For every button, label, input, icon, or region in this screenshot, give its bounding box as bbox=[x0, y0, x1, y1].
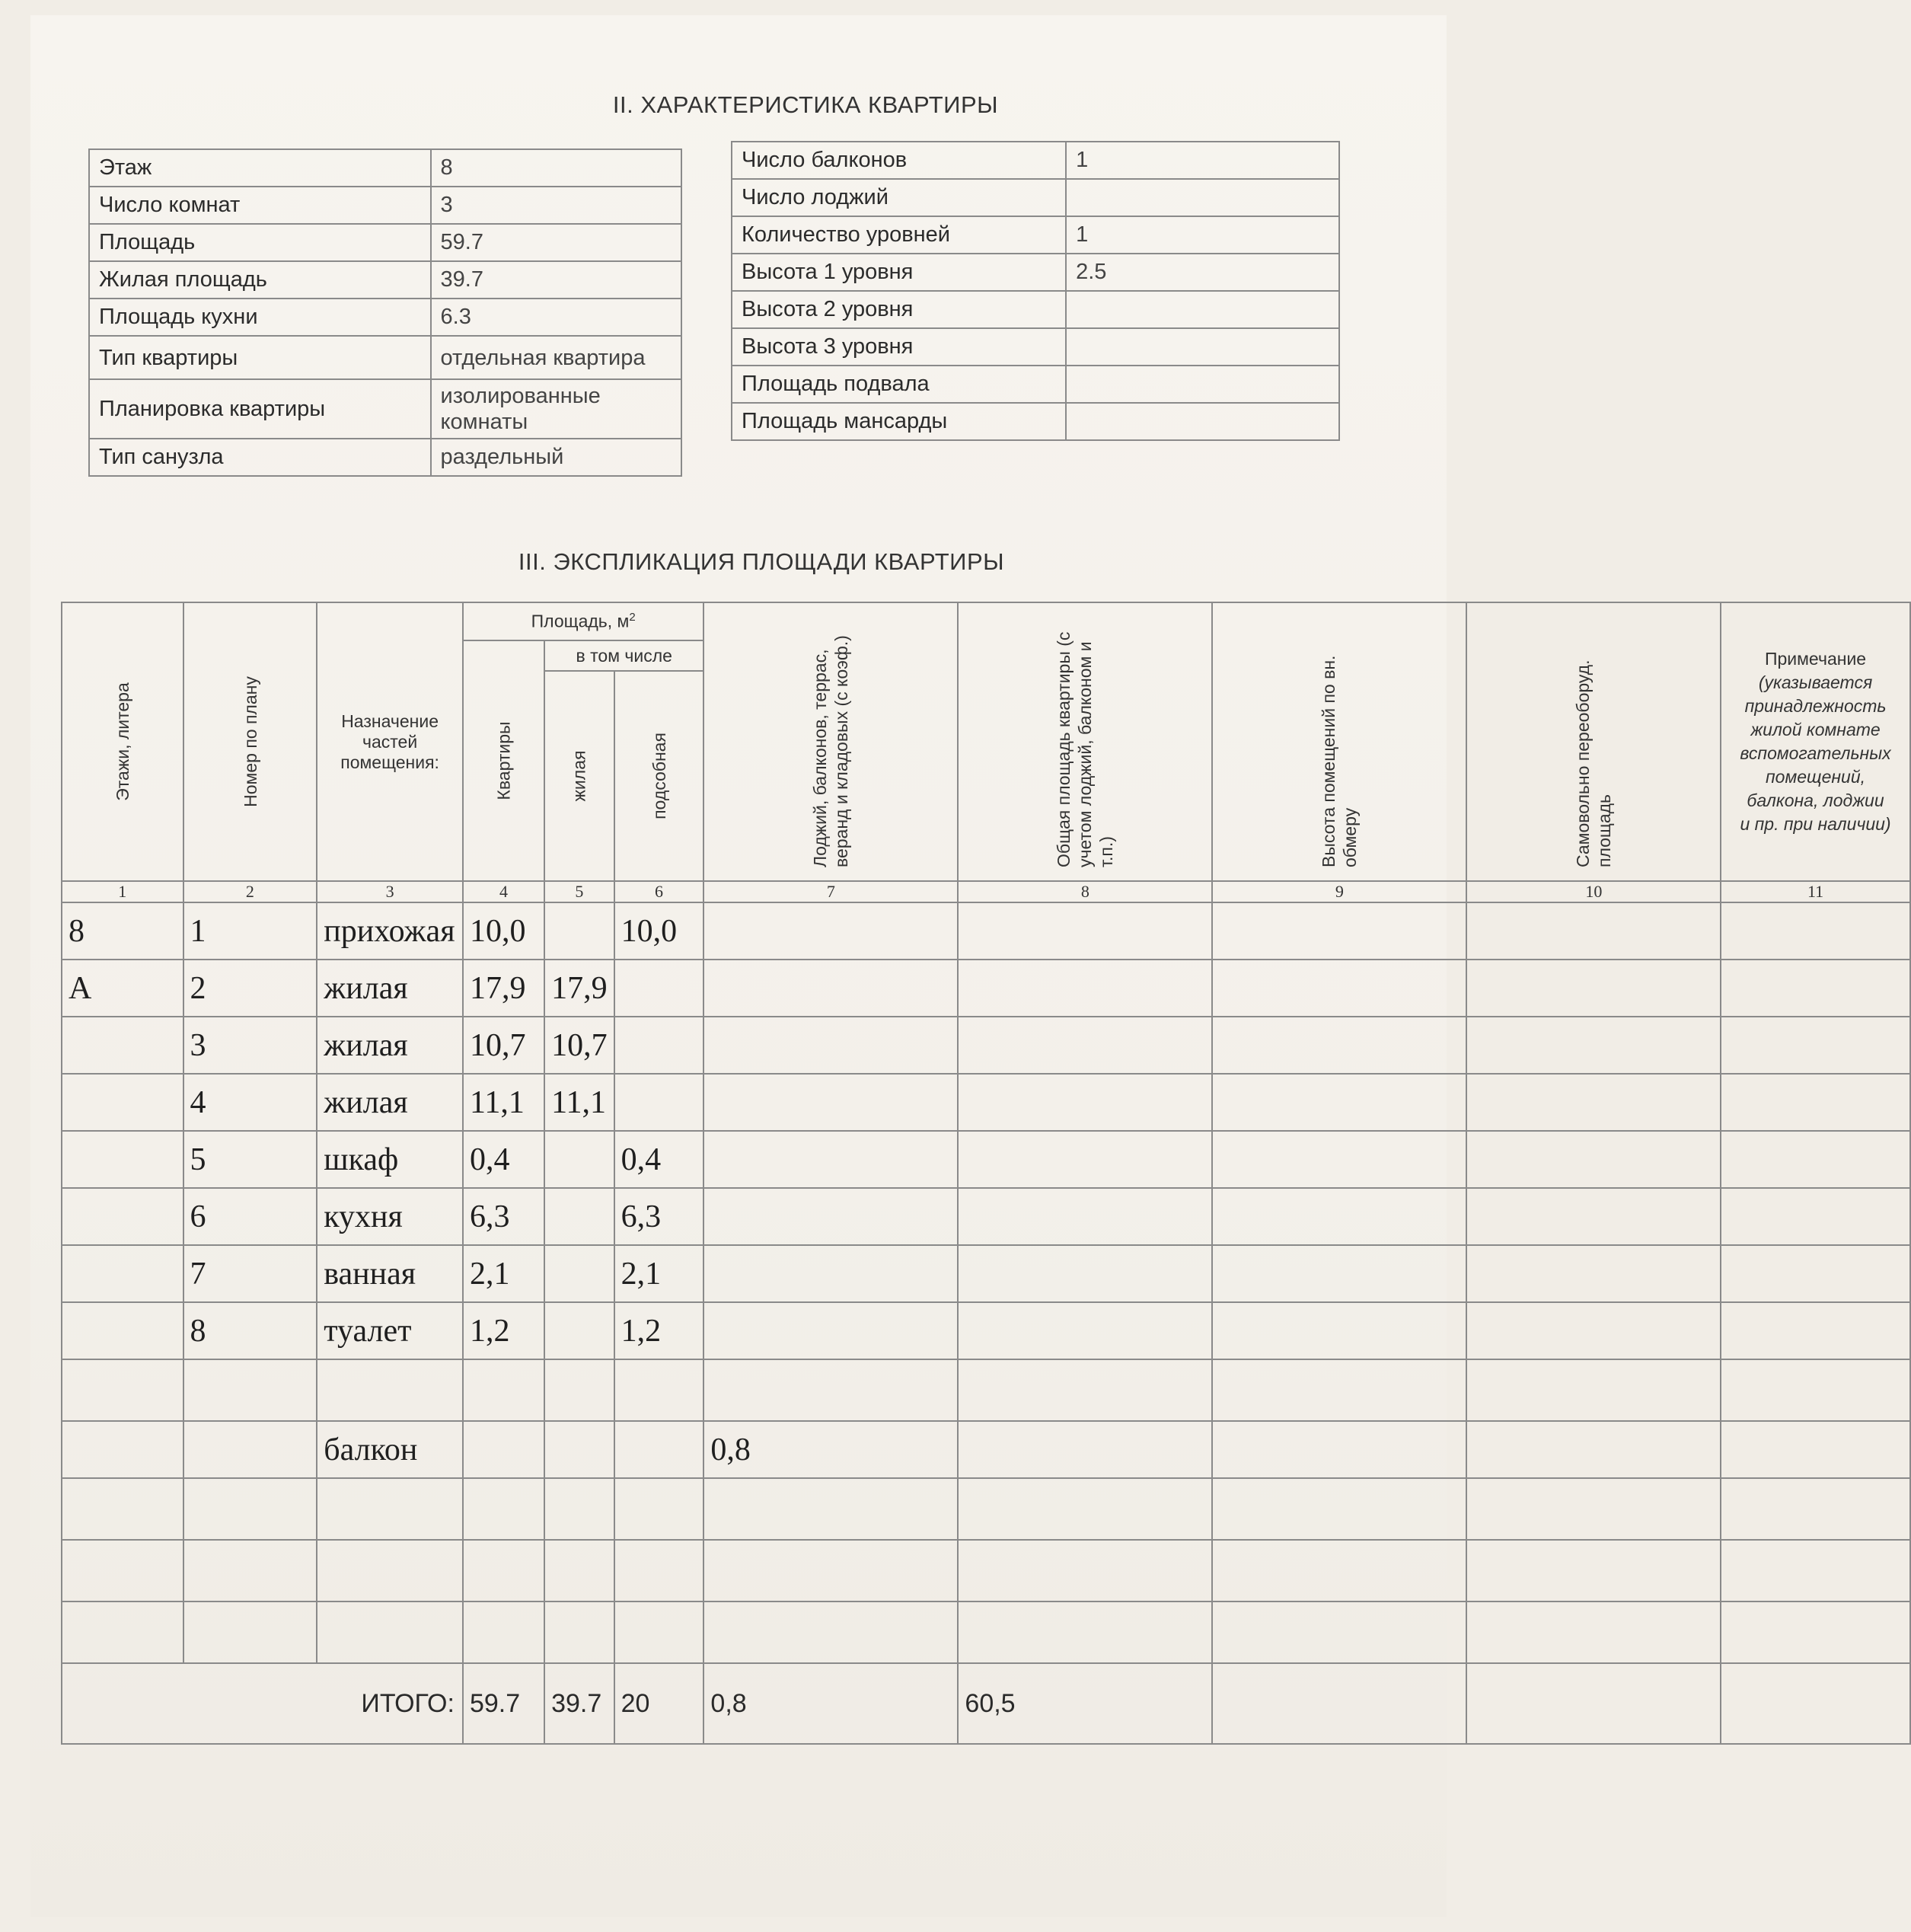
living-area-cell bbox=[544, 1478, 614, 1540]
characteristic-value bbox=[1066, 179, 1339, 216]
section-3-title: III. ЭКСПЛИКАЦИЯ ПЛОЩАДИ КВАРТИРЫ bbox=[518, 548, 1005, 575]
characteristic-row bbox=[89, 379, 681, 439]
living-area-cell bbox=[544, 1421, 614, 1478]
room-name-cell: прихожая bbox=[317, 902, 463, 960]
characteristic-label: Тип квартиры bbox=[89, 336, 431, 379]
floor-cell bbox=[62, 1359, 183, 1421]
characteristic-value: 59.7 bbox=[431, 224, 681, 261]
floor-cell bbox=[62, 1421, 183, 1478]
note-cell bbox=[1721, 1074, 1909, 1131]
note-cell bbox=[1721, 1359, 1909, 1421]
explication-row bbox=[62, 1131, 1910, 1188]
loggia-area-cell bbox=[703, 1017, 958, 1074]
room-name-cell bbox=[317, 1478, 463, 1540]
characteristic-label: Высота 1 уровня bbox=[732, 254, 1066, 291]
column-number: 2 bbox=[183, 881, 317, 902]
living-area-cell bbox=[544, 1601, 614, 1663]
header-height: Высота помещений по вн. обмеру bbox=[1212, 602, 1466, 881]
column-number: 9 bbox=[1212, 881, 1466, 902]
auxiliary-area-cell: 0,4 bbox=[614, 1131, 704, 1188]
note-cell bbox=[1721, 1302, 1909, 1359]
apartment-area-cell: 2,1 bbox=[463, 1245, 544, 1302]
column-number: 8 bbox=[958, 881, 1212, 902]
explication-row bbox=[62, 1074, 1910, 1131]
characteristic-row bbox=[89, 299, 681, 336]
totals-label: ИТОГО: bbox=[62, 1663, 463, 1744]
loggia-area-cell bbox=[703, 960, 958, 1017]
living-area-cell bbox=[544, 902, 614, 960]
characteristics-right-table bbox=[731, 141, 1340, 441]
explication-row bbox=[62, 1017, 1910, 1074]
floor-cell bbox=[62, 1245, 183, 1302]
loggia-area-cell bbox=[703, 1359, 958, 1421]
characteristic-row bbox=[732, 179, 1339, 216]
column-number: 6 bbox=[614, 881, 704, 902]
header-auxiliary: подсобная bbox=[614, 671, 704, 881]
header-including: в том числе bbox=[544, 640, 703, 671]
plan-number-cell: 5 bbox=[183, 1131, 317, 1188]
room-name-cell: туалет bbox=[317, 1302, 463, 1359]
auxiliary-area-cell: 10,0 bbox=[614, 902, 704, 960]
room-name-cell: балкон bbox=[317, 1421, 463, 1478]
header-apartment: Квартиры bbox=[463, 640, 544, 881]
living-area-cell bbox=[544, 1188, 614, 1245]
floor-cell bbox=[62, 1601, 183, 1663]
total-area-cell bbox=[958, 1017, 1212, 1074]
unauthorized-cell bbox=[1466, 1302, 1721, 1359]
apartment-area-cell: 11,1 bbox=[463, 1074, 544, 1131]
loggia-area-cell bbox=[703, 1074, 958, 1131]
height-cell bbox=[1212, 1540, 1466, 1601]
characteristic-label: Площадь подвала bbox=[732, 366, 1066, 403]
height-cell bbox=[1212, 902, 1466, 960]
loggia-area-cell bbox=[703, 902, 958, 960]
explication-row bbox=[62, 1302, 1910, 1359]
total-area-cell bbox=[958, 1302, 1212, 1359]
header-unauthorized: Самовольно переоборуд. площадь bbox=[1466, 602, 1721, 881]
auxiliary-area-cell: 2,1 bbox=[614, 1245, 704, 1302]
plan-number-cell: 6 bbox=[183, 1188, 317, 1245]
auxiliary-area-cell bbox=[614, 1421, 704, 1478]
characteristic-row bbox=[89, 439, 681, 476]
room-name-cell bbox=[317, 1359, 463, 1421]
floor-cell bbox=[62, 1017, 183, 1074]
note-cell bbox=[1721, 1245, 1909, 1302]
plan-number-cell bbox=[183, 1601, 317, 1663]
total-living: 39.7 bbox=[544, 1663, 614, 1744]
apartment-area-cell bbox=[463, 1601, 544, 1663]
total-area-cell bbox=[958, 1188, 1212, 1245]
characteristic-row bbox=[732, 216, 1339, 254]
living-area-cell bbox=[544, 1245, 614, 1302]
height-cell bbox=[1212, 1601, 1466, 1663]
characteristic-row bbox=[732, 403, 1339, 440]
apartment-area-cell bbox=[463, 1359, 544, 1421]
total-area-cell bbox=[958, 902, 1212, 960]
unauthorized-cell bbox=[1466, 1245, 1721, 1302]
height-cell bbox=[1212, 1302, 1466, 1359]
header-plan-number: Номер по плану bbox=[183, 602, 317, 881]
unauthorized-cell bbox=[1466, 1074, 1721, 1131]
unauthorized-cell bbox=[1466, 902, 1721, 960]
characteristic-value bbox=[1066, 328, 1339, 366]
characteristic-label: Тип санузла bbox=[89, 439, 431, 476]
room-name-cell: шкаф bbox=[317, 1131, 463, 1188]
characteristic-label: Число комнат bbox=[89, 187, 431, 224]
apartment-area-cell: 10,0 bbox=[463, 902, 544, 960]
column-number: 11 bbox=[1721, 881, 1909, 902]
characteristic-label: Жилая площадь bbox=[89, 261, 431, 299]
header-loggias: Лоджий, балконов, террас, веранд и кладовых (с коэф.) bbox=[703, 602, 958, 881]
characteristic-value: изолированные комнаты bbox=[431, 379, 681, 439]
header-floors: Этажи, литера bbox=[62, 602, 183, 881]
room-name-cell: жилая bbox=[317, 1074, 463, 1131]
explication-row bbox=[62, 902, 1910, 960]
floor-cell bbox=[62, 1188, 183, 1245]
characteristic-value: раздельный bbox=[431, 439, 681, 476]
living-area-cell bbox=[544, 1359, 614, 1421]
unauthorized-cell bbox=[1466, 1188, 1721, 1245]
characteristic-row bbox=[732, 366, 1339, 403]
characteristic-value bbox=[1066, 291, 1339, 328]
note-cell bbox=[1721, 1478, 1909, 1540]
total-area-cell bbox=[958, 1540, 1212, 1601]
height-cell bbox=[1212, 1421, 1466, 1478]
living-area-cell: 10,7 bbox=[544, 1017, 614, 1074]
total-area-cell bbox=[958, 1131, 1212, 1188]
section-2-title: II. ХАРАКТЕРИСТИКА КВАРТИРЫ bbox=[612, 91, 999, 118]
note-cell bbox=[1721, 1421, 1909, 1478]
auxiliary-area-cell bbox=[614, 960, 704, 1017]
characteristic-value: отдельная квартира bbox=[431, 336, 681, 379]
plan-number-cell bbox=[183, 1478, 317, 1540]
characteristic-row bbox=[89, 336, 681, 379]
characteristic-row bbox=[732, 142, 1339, 179]
loggia-area-cell bbox=[703, 1540, 958, 1601]
apartment-area-cell: 0,4 bbox=[463, 1131, 544, 1188]
plan-number-cell bbox=[183, 1359, 317, 1421]
characteristic-value: 2.5 bbox=[1066, 254, 1339, 291]
apartment-area-cell: 10,7 bbox=[463, 1017, 544, 1074]
characteristic-value bbox=[1066, 403, 1339, 440]
explication-row bbox=[62, 1601, 1910, 1663]
total-area-cell bbox=[958, 1601, 1212, 1663]
characteristic-row bbox=[732, 291, 1339, 328]
unauthorized-cell bbox=[1466, 1131, 1721, 1188]
auxiliary-area-cell bbox=[614, 1074, 704, 1131]
total-area-cell bbox=[958, 1359, 1212, 1421]
characteristic-value: 1 bbox=[1066, 216, 1339, 254]
plan-number-cell: 4 bbox=[183, 1074, 317, 1131]
height-cell bbox=[1212, 1074, 1466, 1131]
plan-number-cell bbox=[183, 1540, 317, 1601]
plan-number-cell bbox=[183, 1421, 317, 1478]
apartment-area-cell bbox=[463, 1421, 544, 1478]
note-cell bbox=[1721, 902, 1909, 960]
apartment-area-cell bbox=[463, 1540, 544, 1601]
header-total-area: Общая площадь квартиры (с учетом лоджий, балконом и т.п.) bbox=[958, 602, 1212, 881]
column-number: 1 bbox=[62, 881, 183, 902]
height-cell bbox=[1212, 1359, 1466, 1421]
total-area-cell bbox=[958, 960, 1212, 1017]
total-height-cell bbox=[1212, 1663, 1466, 1744]
height-cell bbox=[1212, 1188, 1466, 1245]
room-name-cell bbox=[317, 1601, 463, 1663]
loggia-area-cell bbox=[703, 1245, 958, 1302]
floor-cell bbox=[62, 1131, 183, 1188]
total-unauthorized-cell bbox=[1466, 1663, 1721, 1744]
note-cell bbox=[1721, 1017, 1909, 1074]
characteristic-label: Количество уровней bbox=[732, 216, 1066, 254]
unauthorized-cell bbox=[1466, 1540, 1721, 1601]
room-name-cell: жилая bbox=[317, 960, 463, 1017]
explication-row bbox=[62, 1359, 1910, 1421]
column-number: 5 bbox=[544, 881, 614, 902]
characteristic-row bbox=[89, 261, 681, 299]
auxiliary-area-cell bbox=[614, 1017, 704, 1074]
column-number-row bbox=[62, 881, 1910, 902]
characteristic-value bbox=[1066, 366, 1339, 403]
total-note-cell bbox=[1721, 1663, 1909, 1744]
characteristic-row bbox=[732, 328, 1339, 366]
unauthorized-cell bbox=[1466, 1478, 1721, 1540]
room-name-cell: жилая bbox=[317, 1017, 463, 1074]
characteristic-label: Площадь мансарды bbox=[732, 403, 1066, 440]
explication-row bbox=[62, 1478, 1910, 1540]
document-sheet bbox=[30, 15, 1891, 1917]
height-cell bbox=[1212, 1017, 1466, 1074]
characteristic-label: Планировка квартиры bbox=[89, 379, 431, 439]
unauthorized-cell bbox=[1466, 1017, 1721, 1074]
total-loggias: 0,8 bbox=[703, 1663, 958, 1744]
apartment-area-cell bbox=[463, 1478, 544, 1540]
characteristic-row bbox=[732, 254, 1339, 291]
column-number: 4 bbox=[463, 881, 544, 902]
total-area-cell bbox=[958, 1421, 1212, 1478]
header-area-group: Площадь, $м^2$ bbox=[463, 602, 703, 640]
plan-number-cell: 2 bbox=[183, 960, 317, 1017]
unauthorized-cell bbox=[1466, 1359, 1721, 1421]
characteristic-row bbox=[89, 149, 681, 187]
characteristic-value: 6.3 bbox=[431, 299, 681, 336]
living-area-cell bbox=[544, 1540, 614, 1601]
auxiliary-area-cell bbox=[614, 1359, 704, 1421]
room-name-cell: ванная bbox=[317, 1245, 463, 1302]
floor-cell bbox=[62, 1302, 183, 1359]
characteristic-value: 39.7 bbox=[431, 261, 681, 299]
plan-number-cell: 7 bbox=[183, 1245, 317, 1302]
note-cell bbox=[1721, 1540, 1909, 1601]
explication-row bbox=[62, 1421, 1910, 1478]
floor-cell: А bbox=[62, 960, 183, 1017]
column-number: 10 bbox=[1466, 881, 1721, 902]
characteristic-label: Высота 2 уровня bbox=[732, 291, 1066, 328]
loggia-area-cell bbox=[703, 1601, 958, 1663]
loggia-area-cell bbox=[703, 1131, 958, 1188]
characteristic-label: Этаж bbox=[89, 149, 431, 187]
loggia-area-cell bbox=[703, 1478, 958, 1540]
characteristic-value: 3 bbox=[431, 187, 681, 224]
height-cell bbox=[1212, 1245, 1466, 1302]
living-area-cell bbox=[544, 1131, 614, 1188]
living-area-cell: 17,9 bbox=[544, 960, 614, 1017]
header-living: жилая bbox=[544, 671, 614, 881]
living-area-cell bbox=[544, 1302, 614, 1359]
auxiliary-area-cell bbox=[614, 1540, 704, 1601]
plan-number-cell: 3 bbox=[183, 1017, 317, 1074]
total-area-cell bbox=[958, 1245, 1212, 1302]
room-name-cell: кухня bbox=[317, 1188, 463, 1245]
apartment-area-cell: 1,2 bbox=[463, 1302, 544, 1359]
unauthorized-cell bbox=[1466, 960, 1721, 1017]
apartment-area-cell: 6,3 bbox=[463, 1188, 544, 1245]
loggia-area-cell bbox=[703, 1188, 958, 1245]
total-area-cell bbox=[958, 1074, 1212, 1131]
explication-row bbox=[62, 1188, 1910, 1245]
total-apartment: 59.7 bbox=[463, 1663, 544, 1744]
header-note: Примечание (указывается принадлежность жилой комнате вспомогательных помещений, балкона, лоджии и пр. при наличии) bbox=[1721, 602, 1909, 881]
living-area-cell: 11,1 bbox=[544, 1074, 614, 1131]
totals-row bbox=[62, 1663, 1910, 1744]
header-purpose: Назначение частей помещения: bbox=[317, 602, 463, 881]
characteristic-label: Площадь bbox=[89, 224, 431, 261]
characteristic-label: Число балконов bbox=[732, 142, 1066, 179]
loggia-area-cell bbox=[703, 1302, 958, 1359]
note-cell bbox=[1721, 1131, 1909, 1188]
auxiliary-area-cell bbox=[614, 1478, 704, 1540]
apartment-area-cell: 17,9 bbox=[463, 960, 544, 1017]
total-area-cell bbox=[958, 1478, 1212, 1540]
auxiliary-area-cell bbox=[614, 1601, 704, 1663]
characteristic-label: Число лоджий bbox=[732, 179, 1066, 216]
loggia-area-cell: 0,8 bbox=[703, 1421, 958, 1478]
floor-cell: 8 bbox=[62, 902, 183, 960]
height-cell bbox=[1212, 960, 1466, 1017]
explication-row bbox=[62, 1245, 1910, 1302]
room-name-cell bbox=[317, 1540, 463, 1601]
plan-number-cell: 8 bbox=[183, 1302, 317, 1359]
total-auxiliary: 20 bbox=[614, 1663, 704, 1744]
unauthorized-cell bbox=[1466, 1601, 1721, 1663]
height-cell bbox=[1212, 1478, 1466, 1540]
total-area: 60,5 bbox=[958, 1663, 1212, 1744]
unauthorized-cell bbox=[1466, 1421, 1721, 1478]
floor-cell bbox=[62, 1074, 183, 1131]
plan-number-cell: 1 bbox=[183, 902, 317, 960]
auxiliary-area-cell: 6,3 bbox=[614, 1188, 704, 1245]
floor-cell bbox=[62, 1540, 183, 1601]
explication-row bbox=[62, 960, 1910, 1017]
characteristic-label: Площадь кухни bbox=[89, 299, 431, 336]
explication-row bbox=[62, 1540, 1910, 1601]
column-number: 3 bbox=[317, 881, 463, 902]
explication-table bbox=[61, 602, 1911, 1745]
column-number: 7 bbox=[703, 881, 958, 902]
note-cell bbox=[1721, 1188, 1909, 1245]
characteristic-label: Высота 3 уровня bbox=[732, 328, 1066, 366]
height-cell bbox=[1212, 1131, 1466, 1188]
characteristic-row bbox=[89, 187, 681, 224]
note-cell bbox=[1721, 960, 1909, 1017]
characteristic-value: 1 bbox=[1066, 142, 1339, 179]
characteristic-row bbox=[89, 224, 681, 261]
floor-cell bbox=[62, 1478, 183, 1540]
auxiliary-area-cell: 1,2 bbox=[614, 1302, 704, 1359]
note-cell bbox=[1721, 1601, 1909, 1663]
characteristic-value: 8 bbox=[431, 149, 681, 187]
characteristics-left-table bbox=[88, 148, 682, 477]
